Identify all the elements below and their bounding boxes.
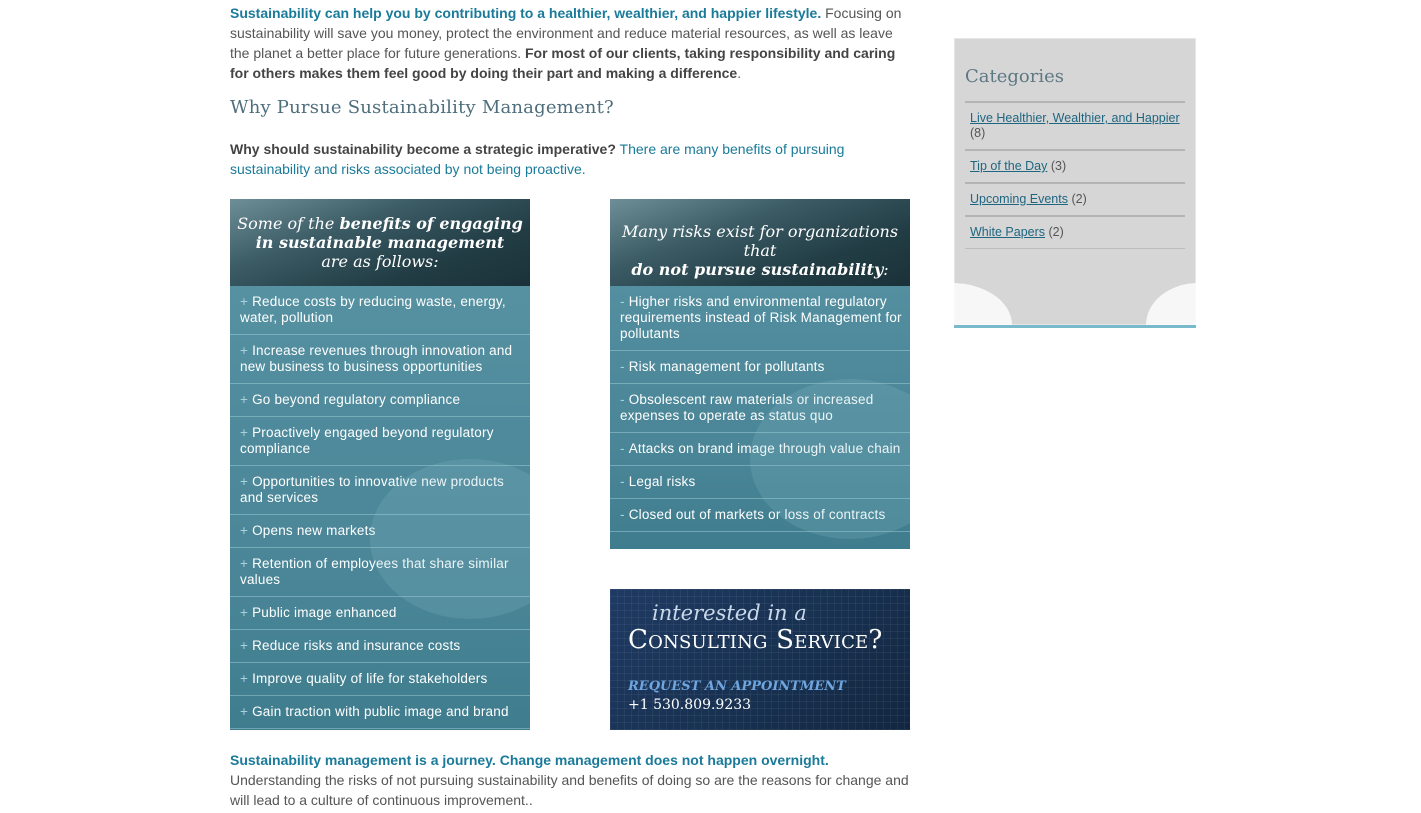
ad-line1: interested in a xyxy=(652,601,807,625)
bullet-marker: + xyxy=(240,474,249,489)
bullet-marker: + xyxy=(240,392,249,407)
benefits-header xyxy=(230,199,530,286)
categories-list xyxy=(965,101,1185,249)
bullet-marker: + xyxy=(240,425,249,440)
category-item xyxy=(965,182,1185,215)
benefits-item-text: Public image enhanced xyxy=(252,605,397,620)
request-appointment-link[interactable]: REQUEST AN APPOINTMENT xyxy=(628,679,846,694)
benefits-item xyxy=(230,384,530,417)
bullet-marker: + xyxy=(240,704,249,719)
risks-head-bold: do not pursue sustainability xyxy=(631,260,884,279)
bullet-marker: - xyxy=(620,441,625,456)
category-link-white-papers[interactable]: White Papers xyxy=(970,225,1046,239)
category-link-upcoming-events[interactable]: Upcoming Events xyxy=(970,192,1068,206)
bullet-marker: - xyxy=(620,507,625,522)
risks-head-post: : xyxy=(883,260,889,279)
why-paragraph xyxy=(230,139,914,179)
categories-sidebar xyxy=(954,38,1196,328)
category-item xyxy=(965,215,1185,249)
benefits-panel xyxy=(230,199,530,730)
outro-paragraph xyxy=(230,750,914,810)
benefits-item-text: Retention of employees that share similar values xyxy=(240,556,509,587)
benefits-head-pre: Some of the xyxy=(237,214,340,233)
category-link-tip-of-the-day[interactable]: Tip of the Day xyxy=(970,159,1048,173)
benefits-item-text: Gain traction with public image and brand xyxy=(252,704,509,719)
intro-body: Focusing on sustainability will save you money, protect the environment and reduce material resources, as well as leave the planet a better place for future generations. xyxy=(230,5,902,61)
intro-lead: Sustainability can help you by contributing to a healthier, wealthier, and happier lifestyle. xyxy=(230,5,822,21)
bullet-marker: + xyxy=(240,523,249,538)
benefits-item-text: Go beyond regulatory compliance xyxy=(252,392,461,407)
intro-strong: For most of our clients, taking responsibility and caring for others makes them feel good by doing their part and making a difference xyxy=(230,45,896,81)
benefits-item-text: Opens new markets xyxy=(252,523,376,538)
category-count: (2) xyxy=(1048,225,1064,239)
category-item xyxy=(965,101,1185,149)
category-count: (2) xyxy=(1071,192,1087,206)
benefits-item-text: Reduce risks and insurance costs xyxy=(252,638,461,653)
bullet-marker: + xyxy=(240,671,249,686)
bullet-marker: + xyxy=(240,556,249,571)
why-answer: There are many benefits of pursuing sustainability and risks associated by not being proactive. xyxy=(230,141,845,177)
risks-panel xyxy=(610,199,910,549)
outro-lead: Sustainability management is a journey. Change management does not happen overnight. xyxy=(230,752,829,768)
bullet-marker: + xyxy=(240,343,249,358)
benefits-item xyxy=(230,417,530,466)
risks-item-text: Risk management for pollutants xyxy=(628,359,825,374)
consulting-service-banner[interactable] xyxy=(610,589,910,730)
categories-title: Categories xyxy=(965,66,1064,87)
benefits-item-text: Increase revenues through innovation and new business to business opportunities xyxy=(240,343,513,374)
benefits-item xyxy=(230,630,530,663)
benefits-head-post: are as follows: xyxy=(321,252,439,271)
category-item xyxy=(965,149,1185,182)
risks-item-text: Higher risks and environmental regulatory requirements instead of Risk Management for pollutants xyxy=(620,294,902,341)
risks-head-pre: Many risks exist for organizations that xyxy=(621,222,899,260)
leaf-decoration xyxy=(1146,283,1198,325)
bullet-marker: + xyxy=(240,294,249,309)
bullet-marker: + xyxy=(240,638,249,653)
benefits-item xyxy=(230,286,530,335)
risks-item-text: Obsolescent raw materials or increased expenses to operate as status quo xyxy=(620,392,874,423)
benefits-item-text: Proactively engaged beyond regulatory compliance xyxy=(240,425,494,456)
risks-item-text: Legal risks xyxy=(628,474,696,489)
risks-item-text: Closed out of markets or loss of contracts xyxy=(628,507,886,522)
ad-line2: Consulting Service? xyxy=(628,625,883,655)
intro-paragraph xyxy=(230,3,914,83)
risks-item xyxy=(610,286,910,351)
bullet-marker: - xyxy=(620,294,625,309)
benefits-item xyxy=(230,696,530,729)
benefits-item xyxy=(230,663,530,696)
category-count: (8) xyxy=(970,126,986,140)
bullet-marker: - xyxy=(620,359,625,374)
category-count: (3) xyxy=(1050,159,1067,173)
category-link-live-healthier[interactable]: Live Healthier, Wealthier, and Happier xyxy=(970,111,1180,125)
bullet-marker: - xyxy=(620,474,625,489)
benefits-item xyxy=(230,335,530,384)
intro-end: . xyxy=(737,65,742,81)
why-question: Why should sustainability become a strategic imperative? xyxy=(230,141,616,157)
section-heading: Why Pursue Sustainability Management? xyxy=(230,97,614,118)
risks-header xyxy=(610,199,910,286)
outro-body: Understanding the risks of not pursuing sustainability and benefits of doing so are the reasons for change and will lead to a culture of continuous improvement.. xyxy=(230,772,909,808)
ad-phone: +1 530.809.9233 xyxy=(628,697,752,713)
bullet-marker: + xyxy=(240,605,249,620)
bullet-marker: - xyxy=(620,392,625,407)
risks-item-text: Attacks on brand image through value chain xyxy=(628,441,901,456)
benefits-head-bold: benefits of engaging in sustainable management xyxy=(255,214,523,252)
benefits-item-text: Opportunities to innovative new products and services xyxy=(240,474,504,505)
benefits-item-text: Reduce costs by reducing waste, energy, water, pollution xyxy=(240,294,506,325)
benefits-item-text: Improve quality of life for stakeholders xyxy=(252,671,488,686)
leaf-decoration xyxy=(952,283,1012,325)
